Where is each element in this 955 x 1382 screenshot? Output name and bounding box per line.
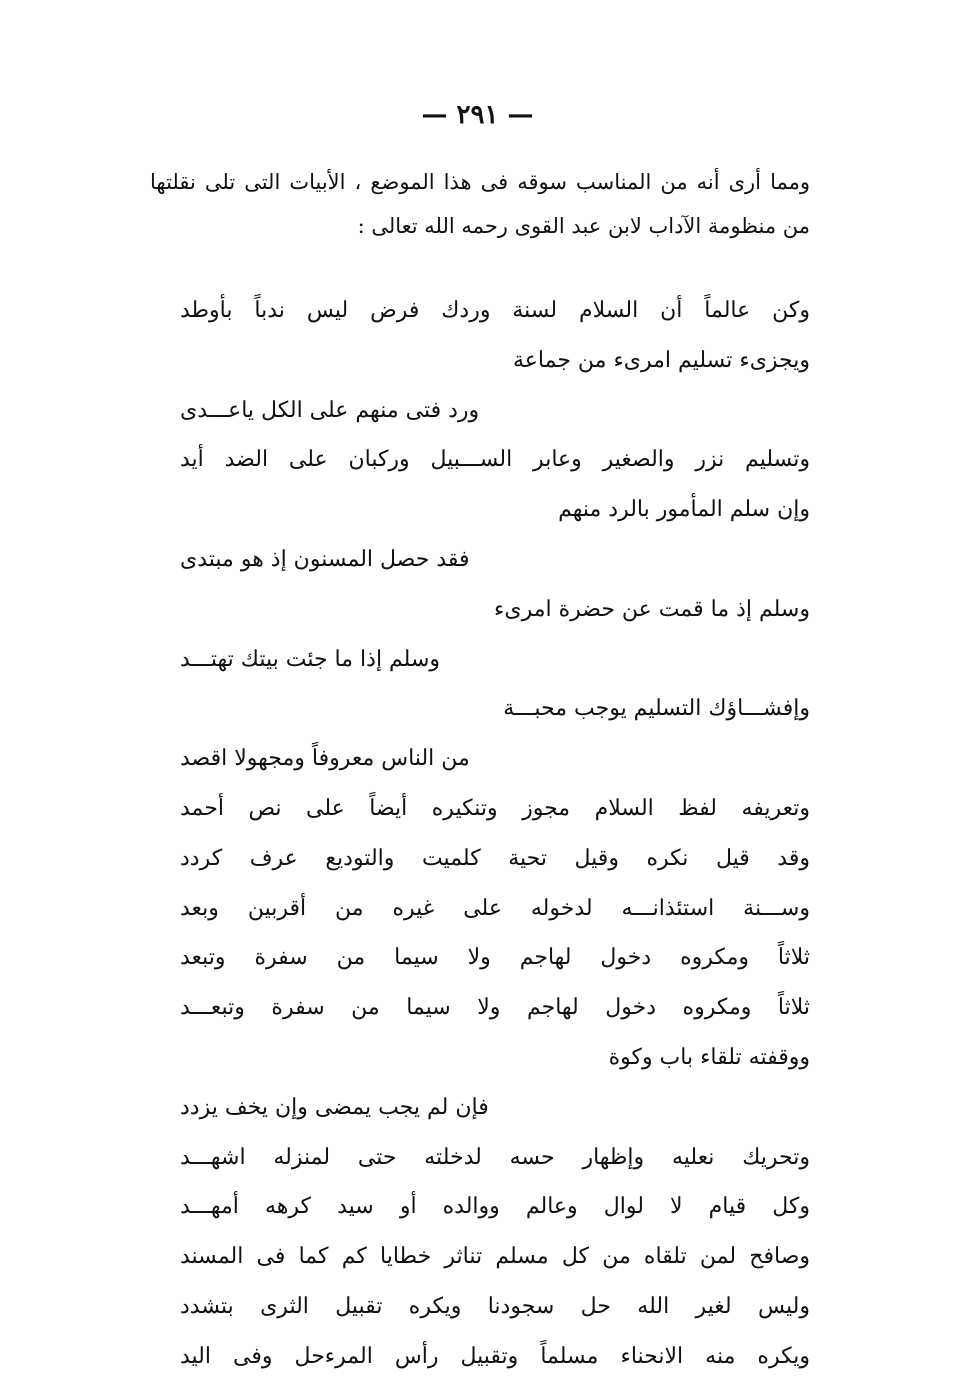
poem-line: ويجزىء تسليم امرىء من جماعة xyxy=(512,347,810,373)
poem-line: وليس لغير الله حل سجودنا ويكره تقبيل الثرى بتشدد xyxy=(180,1293,810,1319)
poem-line: وصافح لمن تلقاه من كل مسلم تناثر خطايا كم كما فى المسند xyxy=(180,1244,810,1270)
poem-line: ثلاثاً ومكروه دخول لهاجم ولا سيما من سفرة وتبعـــد xyxy=(180,995,810,1021)
page-number: — ٢٩١ — xyxy=(421,100,534,130)
poem-line: وتحريك نعليه وإظهار حسه لدخلته حتى لمنزله اشهـــد xyxy=(180,1144,810,1170)
poem-line: من الناس معروفاً ومجهولا اقصد xyxy=(180,746,470,772)
poem-line: وسلم إذ ما قمت عن حضرة امرىء xyxy=(494,596,810,622)
poem-line: ويكره منه الانحناء مسلماً وتقبيل رأس المرءحل وفى اليد xyxy=(180,1343,810,1369)
poem-line: فقد حصل المسنون إذ هو مبتدى xyxy=(180,546,470,572)
poem-line: وتعريفه لفظ السلام مجوز وتنكيره أيضاً على نص أحمد xyxy=(180,795,810,821)
poem-line: وسلم إذا ما جئت بيتك تهتـــد xyxy=(180,646,441,672)
poem-line: وكل قيام لا لوال وعالم ووالده أو سيد كرهه أمهـــد xyxy=(180,1194,810,1220)
poem-line: وإفشـــاؤك التسليم يوجب محبـــة xyxy=(503,696,810,722)
poem-line: فإن لم يجب يمضى وإن يخف يزدد xyxy=(180,1094,489,1120)
poem-line: ثلاثاً ومكروه دخول لهاجم ولا سيما من سفرة وتبعد xyxy=(180,945,810,971)
poem-line: وكن عالماً أن السلام لسنة وردك فرض ليس ندباً بأوطد xyxy=(180,298,810,323)
intro-paragraph: ومما أرى أنه من المناسب سوقه فى هذا الموضع ، الأبيات التى تلى نقلتها من منظومة الآداب لابن عبد القوى رحمه الله تعالى : xyxy=(150,170,810,238)
poem-line: وإن سلم المأمور بالرد منهم xyxy=(558,497,810,523)
poem-line: وســـنة استئذانـــه لدخوله على غيره من أقربين وبعد xyxy=(180,895,810,921)
poem-line: ووقفته تلقاء باب وكوة xyxy=(608,1044,810,1070)
poem-line: ورد فتى منهم على الكل ياعـــدى xyxy=(180,397,480,423)
poem-line: وتسليم نزر والصغير وعابر الســـبيل وركبان على الضد أيد xyxy=(180,447,810,473)
poem-block xyxy=(180,286,810,1382)
poem-line: وقد قيل نكره وقيل تحية كلميت والتوديع عرف كردد xyxy=(180,845,810,871)
